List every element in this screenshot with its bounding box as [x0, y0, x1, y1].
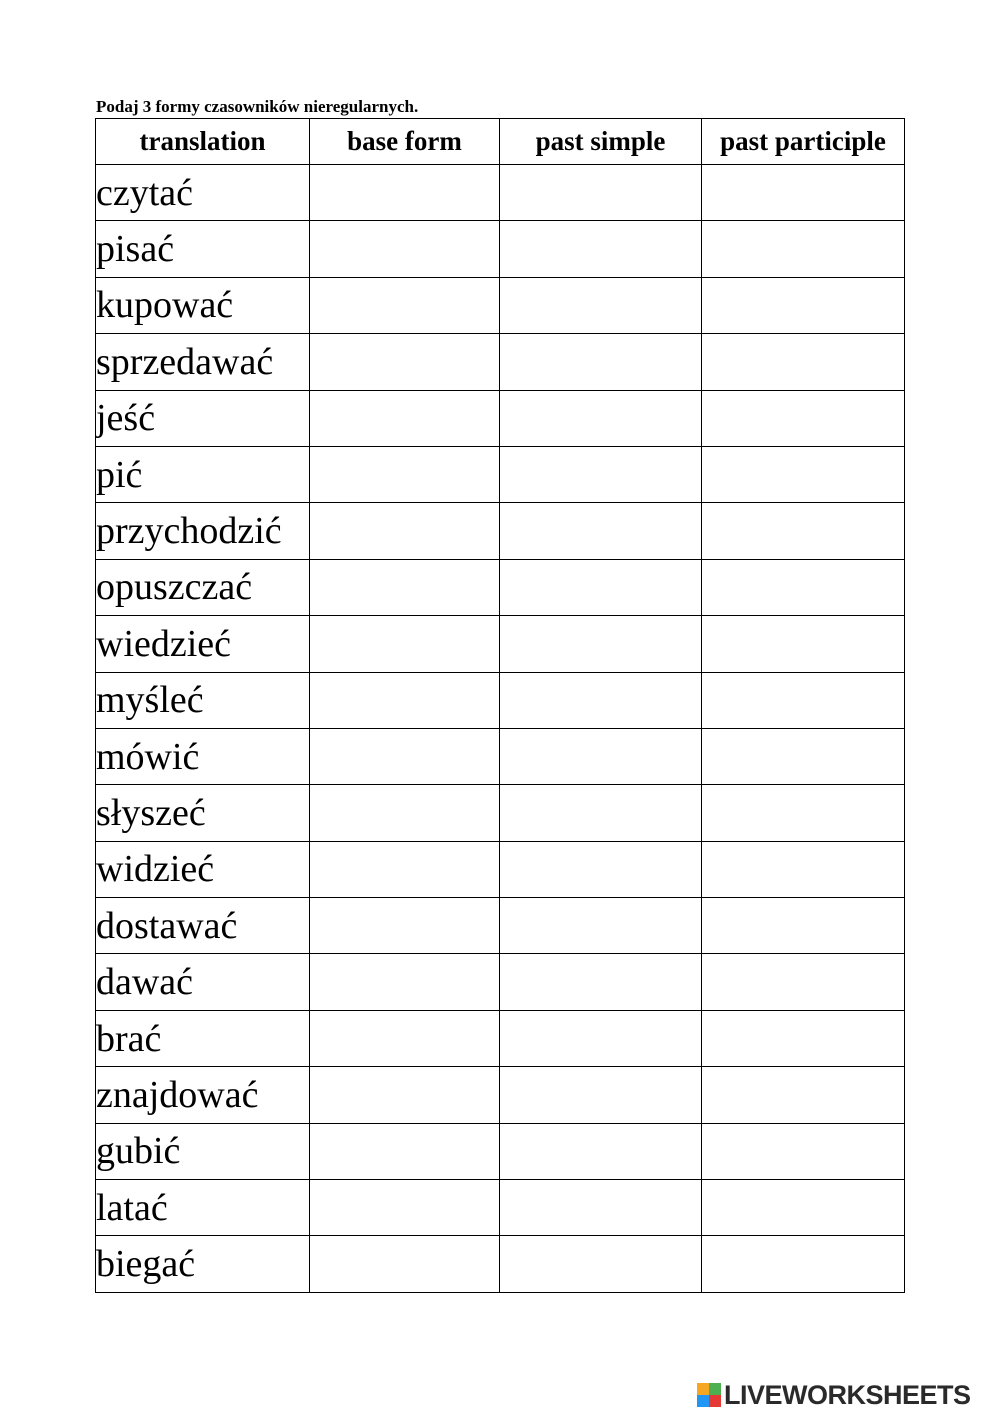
base-form-answer-cell[interactable]	[310, 785, 500, 841]
header-row	[96, 119, 905, 165]
past-simple-answer-cell[interactable]	[500, 446, 702, 502]
past-participle-answer-cell[interactable]	[702, 616, 905, 672]
past-simple-answer-cell[interactable]	[500, 728, 702, 784]
table-row	[96, 841, 905, 897]
logo-text: LIVEWORKSHEETS	[724, 1379, 971, 1410]
past-simple-answer-cell[interactable]	[500, 898, 702, 954]
base-form-answer-cell[interactable]	[310, 165, 500, 221]
header-past-simple: past simple	[500, 119, 702, 165]
verb-forms-table	[95, 118, 905, 1293]
past-simple-answer-cell[interactable]	[500, 559, 702, 615]
past-participle-answer-cell[interactable]	[702, 728, 905, 784]
translation-cell: latać	[96, 1180, 310, 1236]
past-simple-answer-cell[interactable]	[500, 1010, 702, 1066]
translation-cell: słyszeć	[96, 785, 310, 841]
table-row	[96, 954, 905, 1010]
base-form-answer-cell[interactable]	[310, 277, 500, 333]
translation-cell: biegać	[96, 1236, 310, 1292]
past-simple-answer-cell[interactable]	[500, 616, 702, 672]
translation-cell: opuszczać	[96, 559, 310, 615]
table-row	[96, 390, 905, 446]
past-simple-answer-cell[interactable]	[500, 785, 702, 841]
past-participle-answer-cell[interactable]	[702, 390, 905, 446]
past-simple-answer-cell[interactable]	[500, 334, 702, 390]
header-base-form: base form	[310, 119, 500, 165]
past-participle-answer-cell[interactable]	[702, 165, 905, 221]
logo-square-1	[697, 1383, 709, 1395]
base-form-answer-cell[interactable]	[310, 1067, 500, 1123]
translation-cell: znajdować	[96, 1067, 310, 1123]
base-form-answer-cell[interactable]	[310, 898, 500, 954]
past-simple-answer-cell[interactable]	[500, 954, 702, 1010]
past-participle-answer-cell[interactable]	[702, 277, 905, 333]
logo-icon	[697, 1383, 721, 1407]
translation-cell: wiedzieć	[96, 616, 310, 672]
past-participle-answer-cell[interactable]	[702, 785, 905, 841]
base-form-answer-cell[interactable]	[310, 728, 500, 784]
translation-cell: dawać	[96, 954, 310, 1010]
table-row	[96, 277, 905, 333]
past-participle-answer-cell[interactable]	[702, 672, 905, 728]
past-participle-answer-cell[interactable]	[702, 954, 905, 1010]
logo-square-4	[709, 1395, 721, 1407]
base-form-answer-cell[interactable]	[310, 1236, 500, 1292]
past-simple-answer-cell[interactable]	[500, 672, 702, 728]
past-simple-answer-cell[interactable]	[500, 277, 702, 333]
base-form-answer-cell[interactable]	[310, 1180, 500, 1236]
table-row	[96, 1180, 905, 1236]
past-participle-answer-cell[interactable]	[702, 1123, 905, 1179]
translation-cell: czytać	[96, 165, 310, 221]
logo-square-3	[697, 1395, 709, 1407]
past-participle-answer-cell[interactable]	[702, 1236, 905, 1292]
past-simple-answer-cell[interactable]	[500, 841, 702, 897]
base-form-answer-cell[interactable]	[310, 221, 500, 277]
table-row	[96, 1123, 905, 1179]
translation-cell: myśleć	[96, 672, 310, 728]
table-row	[96, 785, 905, 841]
table-row	[96, 1010, 905, 1066]
past-simple-answer-cell[interactable]	[500, 390, 702, 446]
translation-cell: pisać	[96, 221, 310, 277]
past-participle-answer-cell[interactable]	[702, 446, 905, 502]
base-form-answer-cell[interactable]	[310, 616, 500, 672]
translation-cell: mówić	[96, 728, 310, 784]
past-simple-answer-cell[interactable]	[500, 1180, 702, 1236]
past-participle-answer-cell[interactable]	[702, 898, 905, 954]
translation-cell: gubić	[96, 1123, 310, 1179]
table-row	[96, 334, 905, 390]
past-simple-answer-cell[interactable]	[500, 1067, 702, 1123]
past-participle-answer-cell[interactable]	[702, 1010, 905, 1066]
base-form-answer-cell[interactable]	[310, 672, 500, 728]
past-simple-answer-cell[interactable]	[500, 1236, 702, 1292]
past-participle-answer-cell[interactable]	[702, 334, 905, 390]
translation-cell: przychodzić	[96, 503, 310, 559]
past-simple-answer-cell[interactable]	[500, 221, 702, 277]
base-form-answer-cell[interactable]	[310, 841, 500, 897]
header-past-participle: past participle	[702, 119, 905, 165]
translation-cell: jeść	[96, 390, 310, 446]
table-row	[96, 898, 905, 954]
translation-cell: pić	[96, 446, 310, 502]
base-form-answer-cell[interactable]	[310, 503, 500, 559]
table-row	[96, 1067, 905, 1123]
past-simple-answer-cell[interactable]	[500, 1123, 702, 1179]
table-row	[96, 616, 905, 672]
logo-square-2	[709, 1383, 721, 1395]
base-form-answer-cell[interactable]	[310, 446, 500, 502]
translation-cell: brać	[96, 1010, 310, 1066]
past-participle-answer-cell[interactable]	[702, 221, 905, 277]
table-row	[96, 559, 905, 615]
past-participle-answer-cell[interactable]	[702, 503, 905, 559]
table-body	[96, 165, 905, 1293]
base-form-answer-cell[interactable]	[310, 1123, 500, 1179]
table-row	[96, 446, 905, 502]
past-simple-answer-cell[interactable]	[500, 503, 702, 559]
translation-cell: dostawać	[96, 898, 310, 954]
translation-cell: sprzedawać	[96, 334, 310, 390]
translation-cell: kupować	[96, 277, 310, 333]
past-participle-answer-cell[interactable]	[702, 1067, 905, 1123]
base-form-answer-cell[interactable]	[310, 390, 500, 446]
table-row	[96, 503, 905, 559]
past-participle-answer-cell[interactable]	[702, 841, 905, 897]
instruction-text: Podaj 3 formy czasowników nieregularnych.	[96, 97, 419, 116]
base-form-answer-cell[interactable]	[310, 1010, 500, 1066]
liveworksheets-logo	[697, 1380, 971, 1410]
table-row	[96, 728, 905, 784]
past-participle-answer-cell[interactable]	[702, 559, 905, 615]
past-participle-answer-cell[interactable]	[702, 1180, 905, 1236]
header-translation: translation	[96, 119, 310, 165]
table-row	[96, 672, 905, 728]
table-row	[96, 165, 905, 221]
base-form-answer-cell[interactable]	[310, 334, 500, 390]
base-form-answer-cell[interactable]	[310, 954, 500, 1010]
table-row	[96, 221, 905, 277]
translation-cell: widzieć	[96, 841, 310, 897]
past-simple-answer-cell[interactable]	[500, 165, 702, 221]
table-row	[96, 1236, 905, 1292]
base-form-answer-cell[interactable]	[310, 559, 500, 615]
